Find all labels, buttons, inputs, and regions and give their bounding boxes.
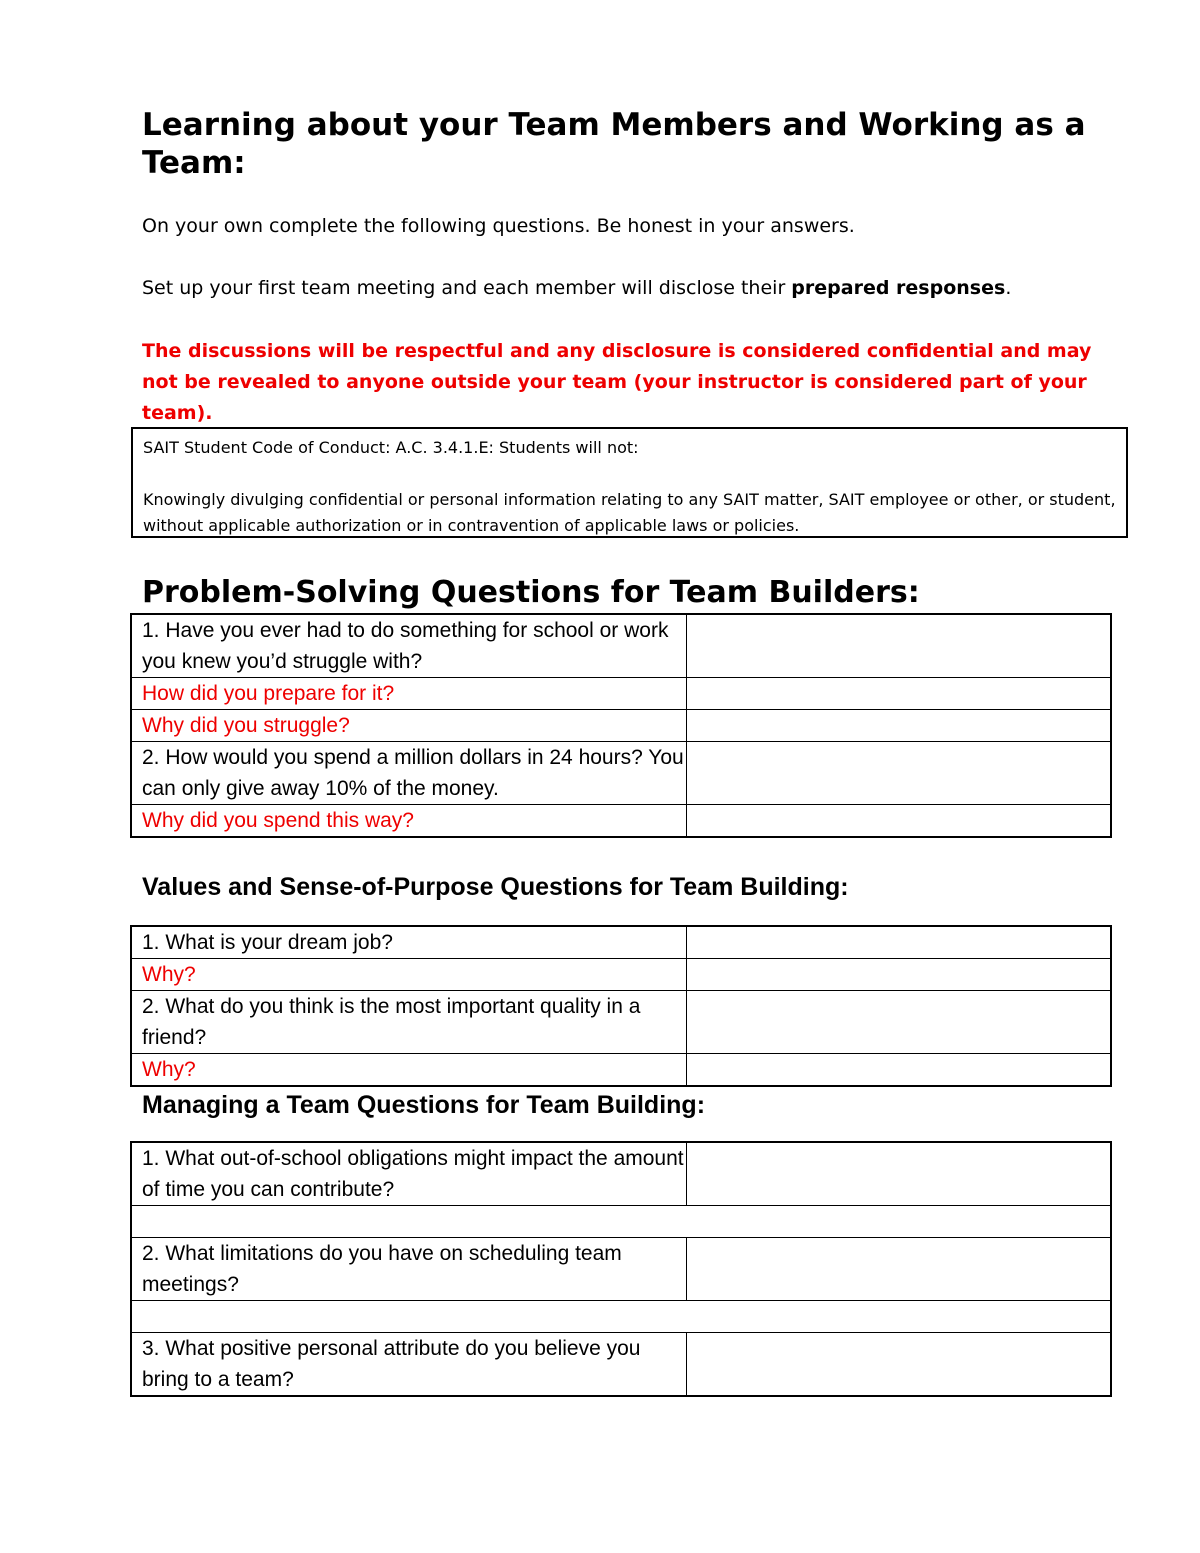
page-title: Learning about your Team Members and Working as a Team: [142, 107, 1086, 181]
blank-answer-row[interactable] [131, 1206, 1111, 1238]
intro-instructions: On your own complete the following questions. Be honest in your answers. [142, 215, 855, 237]
question-cell: 1. What is your dream job? [131, 926, 686, 959]
answer-cell[interactable] [686, 678, 1111, 710]
question-cell: 2. What do you think is the most important quality in a friend? [131, 991, 686, 1054]
answer-cell[interactable] [686, 1333, 1111, 1397]
question-cell: 3. What positive personal attribute do you believe you bring to a team? [131, 1333, 686, 1397]
followup-cell: Why? [131, 1054, 686, 1087]
table-row [131, 1333, 1111, 1397]
answer-cell[interactable] [686, 1238, 1111, 1301]
table-row [131, 1238, 1111, 1301]
table-row [131, 678, 1111, 710]
table-row [131, 1301, 1111, 1333]
question-cell: 1. Have you ever had to do something for school or work you knew you’d struggle with? [131, 614, 686, 678]
confidentiality-warning: The discussions will be respectful and any disclosure is considered confidential and may not be revealed to anyone outside your team (your instructor is considered part of your team). [142, 340, 1092, 424]
code-of-conduct-box [131, 427, 1128, 538]
intro-meeting-bold: prepared responses [791, 277, 1006, 299]
table-row [131, 710, 1111, 742]
intro-meeting-prefix: Set up your first team meeting and each member will disclose their [142, 277, 792, 299]
table-row [131, 1142, 1111, 1206]
managing-heading: Managing a Team Questions for Team Building: [142, 1091, 706, 1119]
code-of-conduct-body: Knowingly divulging confidential or personal information relating to any SAIT matter, SAIT employee or other, or student, without applicable authorization or in contravention of applicable laws or policies. [143, 490, 1116, 535]
problem-solving-heading: Problem-Solving Questions for Team Builders: [142, 575, 920, 610]
values-heading: Values and Sense-of-Purpose Questions for Team Building: [142, 873, 849, 901]
answer-cell[interactable] [686, 1142, 1111, 1206]
followup-cell: How did you prepare for it? [131, 678, 686, 710]
answer-cell[interactable] [686, 710, 1111, 742]
table-row [131, 926, 1111, 959]
question-cell: 2. How would you spend a million dollars in 24 hours? You can only give away 10% of the money. [131, 742, 686, 805]
table-row [131, 1206, 1111, 1238]
followup-cell: Why did you struggle? [131, 710, 686, 742]
answer-cell[interactable] [686, 959, 1111, 991]
intro-meeting-suffix: . [1005, 277, 1012, 299]
table-row [131, 614, 1111, 678]
question-cell: 1. What out-of-school obligations might impact the amount of time you can contribute? [131, 1142, 686, 1206]
answer-cell[interactable] [686, 742, 1111, 805]
table-row [131, 1054, 1111, 1087]
answer-cell[interactable] [686, 614, 1111, 678]
blank-answer-row[interactable] [131, 1301, 1111, 1333]
answer-cell[interactable] [686, 991, 1111, 1054]
question-cell: 2. What limitations do you have on scheduling team meetings? [131, 1238, 686, 1301]
answer-cell[interactable] [686, 805, 1111, 838]
table-row [131, 959, 1111, 991]
table-row [131, 742, 1111, 805]
values-table [130, 925, 1112, 1087]
table-row [131, 991, 1111, 1054]
followup-cell: Why? [131, 959, 686, 991]
followup-cell: Why did you spend this way? [131, 805, 686, 838]
intro-meeting [142, 273, 1132, 304]
table-row [131, 805, 1111, 838]
answer-cell[interactable] [686, 926, 1111, 959]
answer-cell[interactable] [686, 1054, 1111, 1087]
managing-table [130, 1141, 1112, 1397]
problem-solving-table [130, 613, 1112, 838]
code-of-conduct-heading: SAIT Student Code of Conduct: A.C. 3.4.1.E: Students will not: [143, 438, 639, 457]
